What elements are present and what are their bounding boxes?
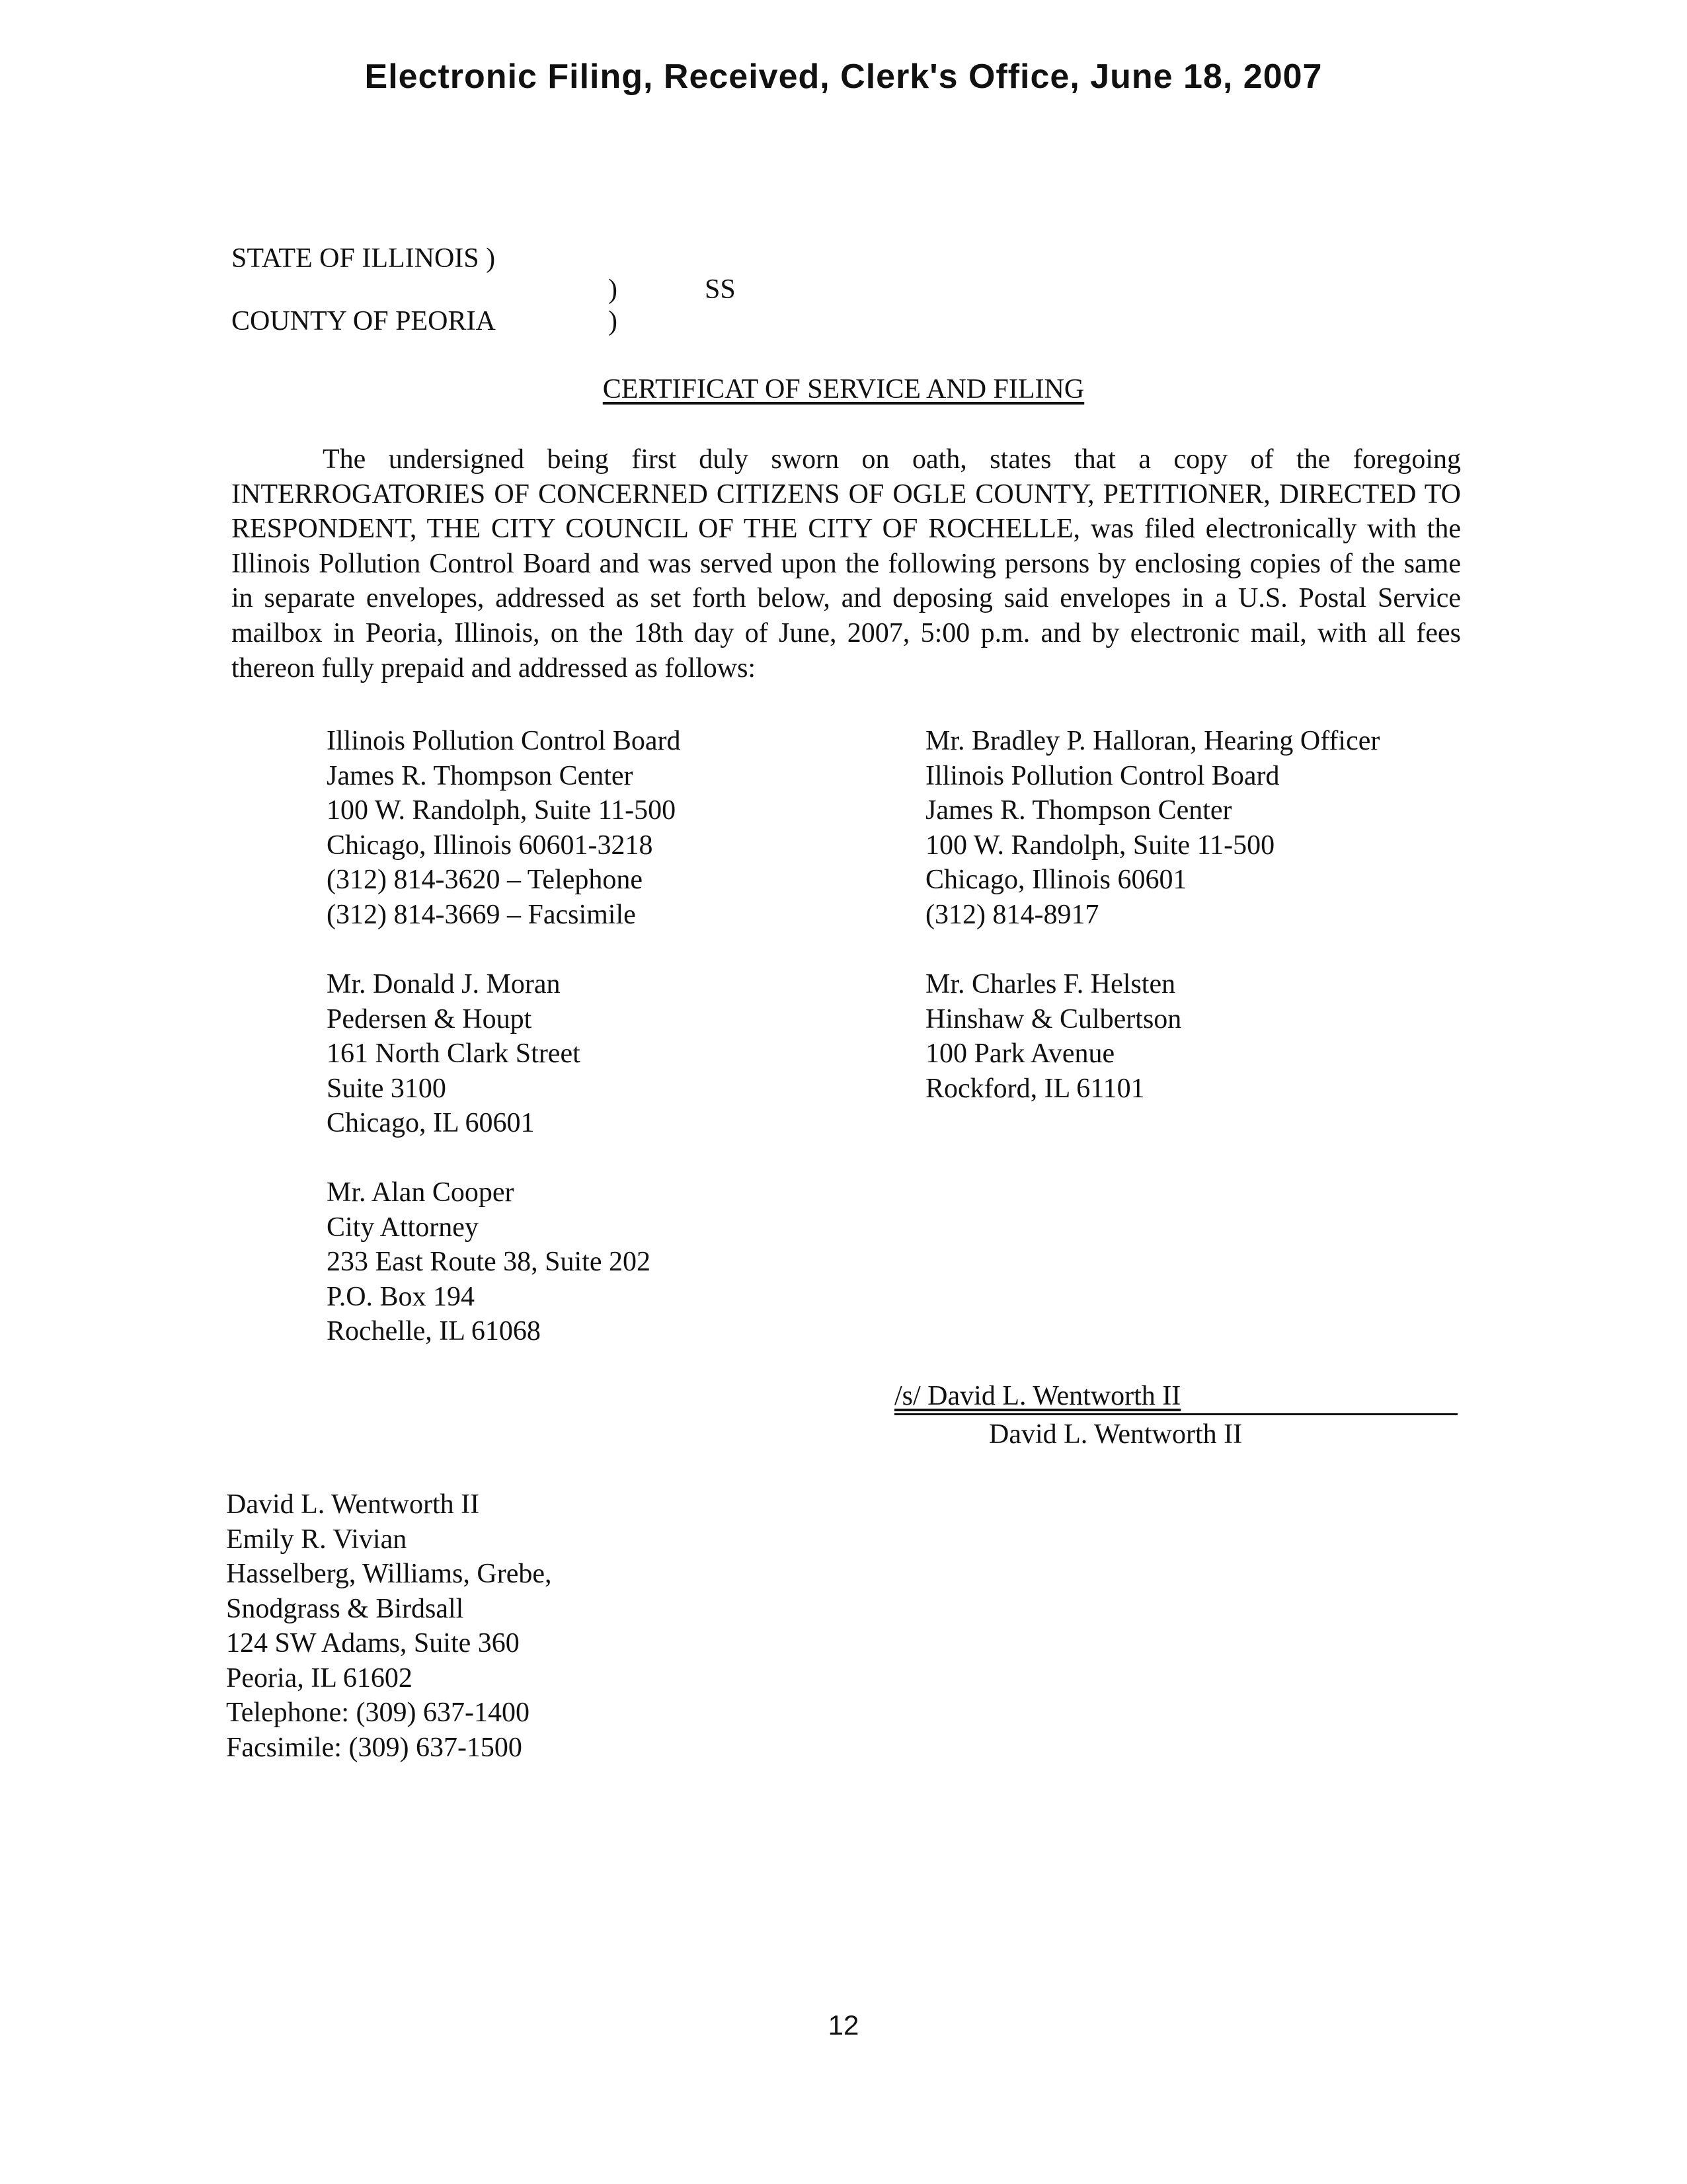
address-line: Pedersen & Houpt xyxy=(327,1003,532,1034)
address-line: Mr. Bradley P. Halloran, Hearing Officer xyxy=(925,726,1380,756)
address-line: Suite 3100 xyxy=(327,1073,446,1104)
address-line: Chicago, IL 60601 xyxy=(327,1108,535,1138)
venue-state-line: STATE OF ILLINOIS ) xyxy=(231,243,496,274)
signature-line xyxy=(894,1379,1458,1415)
attorney-line: David L. Wentworth II xyxy=(226,1489,480,1520)
address-line: (312) 814-3669 – Facsimile xyxy=(327,899,636,930)
address-line: Chicago, Illinois 60601-3218 xyxy=(327,830,653,861)
address-line: City Attorney xyxy=(327,1212,479,1243)
address-line: (312) 814-3620 – Telephone xyxy=(327,865,643,895)
electronic-signature: /s/ David L. Wentworth II xyxy=(894,1381,1181,1411)
addressee-pollution-control-board xyxy=(327,724,681,932)
address-line: Mr. Charles F. Helsten xyxy=(925,969,1176,999)
attorney-line: Telephone: (309) 637-1400 xyxy=(226,1697,530,1728)
addressee-cooper xyxy=(327,1175,650,1349)
page-number: 12 xyxy=(828,2009,859,2041)
address-line: Mr. Donald J. Moran xyxy=(327,969,561,999)
attorney-line: Peoria, IL 61602 xyxy=(226,1662,412,1694)
address-line: James R. Thompson Center xyxy=(327,760,633,791)
attorney-block xyxy=(226,1487,551,1765)
address-line: 100 Park Avenue xyxy=(925,1038,1115,1069)
venue-ss: SS xyxy=(705,274,736,305)
venue-paren-2: ) xyxy=(608,306,617,336)
address-line: 233 East Route 38, Suite 202 xyxy=(327,1247,650,1277)
address-line: (312) 814-8917 xyxy=(925,899,1099,930)
address-line: 100 W. Randolph, Suite 11-500 xyxy=(327,795,676,826)
address-line: Chicago, Illinois 60601 xyxy=(925,865,1187,895)
addressee-moran xyxy=(327,967,580,1141)
address-line: Illinois Pollution Control Board xyxy=(327,726,681,756)
certificate-title: CERTIFICAT OF SERVICE AND FILING xyxy=(602,374,1085,405)
signer-name: David L. Wentworth II xyxy=(989,1419,1243,1450)
address-line: 100 W. Randolph, Suite 11-500 xyxy=(925,830,1275,861)
filing-stamp-header: Electronic Filing, Received, Clerk's Office, June 18, 2007 xyxy=(364,58,1323,96)
address-line: Mr. Alan Cooper xyxy=(327,1177,514,1208)
addressee-hearing-officer xyxy=(925,724,1380,932)
address-line: 161 North Clark Street xyxy=(327,1038,580,1069)
address-line: Hinshaw & Culbertson xyxy=(925,1003,1182,1034)
addressee-helsten xyxy=(925,967,1181,1106)
address-line: Illinois Pollution Control Board xyxy=(925,760,1280,791)
venue-paren-1: ) xyxy=(608,274,617,305)
attorney-line: Hasselberg, Williams, Grebe, xyxy=(226,1559,552,1589)
attorney-line: 124 SW Adams, Suite 360 xyxy=(226,1628,520,1658)
certificate-body xyxy=(231,442,1461,685)
attorney-line: Emily R. Vivian xyxy=(226,1524,407,1555)
address-line: Rockford, IL 61101 xyxy=(925,1073,1145,1104)
attorney-line: Facsimile: (309) 637-1500 xyxy=(226,1732,522,1763)
address-line: James R. Thompson Center xyxy=(925,795,1232,826)
address-line: P.O. Box 194 xyxy=(327,1281,475,1312)
address-line: Rochelle, IL 61068 xyxy=(327,1316,541,1346)
venue-county-line: COUNTY OF PEORIA xyxy=(231,306,496,336)
attorney-line: Snodgrass & Birdsall xyxy=(226,1593,464,1624)
certificate-body-text: The undersigned being first duly sworn on oath, states that a copy of the foregoing INTERROGATORIES OF CONCERNED CITIZENS OF OGLE COUNTY, PETITIONER, DIRECTED TO RESPONDENT, THE CITY COUNCIL OF THE CITY OF ROCHELLE, was filed electronically with the Illinois Pollution Control Board and was served upon the following persons by enclosing copies of the same in separate envelopes, addressed as set forth below, and deposing said envelopes in a U.S. Postal Service mailbox in Peoria, Illinois, on the 18th day of June, 2007, 5:00 p.m. and by electronic mail, with all fees thereon fully prepaid and addressed as follows: xyxy=(231,444,1461,683)
